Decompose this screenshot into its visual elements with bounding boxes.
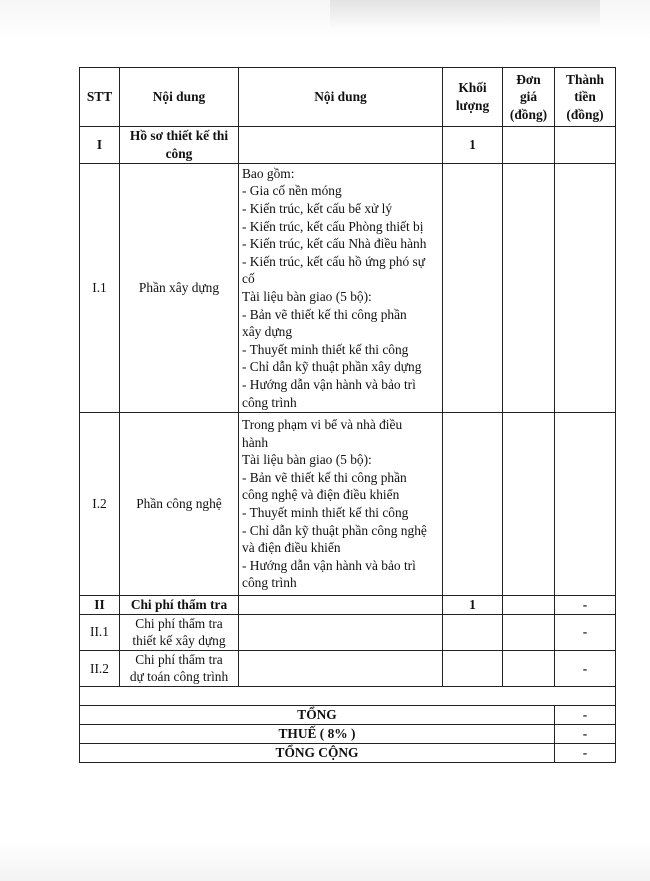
grand-total-row [80,743,616,762]
total-label: TỔNG [80,705,555,724]
grand-total-value: - [555,743,616,762]
header-stt: STT [80,68,120,127]
row-price [503,650,555,686]
header-thanh-tien: Thành tiền (đồng) [555,68,616,127]
header-khoi-luong: Khối lượng [443,68,503,127]
row-desc [239,127,443,164]
row-desc [239,614,443,650]
row-qty [443,650,503,686]
row-total [555,413,616,596]
row-qty: 1 [443,596,503,615]
row-qty [443,413,503,596]
header-don-gia: Đơn giá (đồng) [503,68,555,127]
row-price [503,127,555,164]
header-noi-dung-2: Nội dung [239,68,443,127]
row-stt: II.2 [80,650,120,686]
row-price [503,413,555,596]
row-stt: I.2 [80,413,120,596]
table-row [80,164,616,413]
table-row [80,596,616,615]
grand-total-label: TỔNG CỘNG [80,743,555,762]
row-total: - [555,614,616,650]
row-name: Chi phí thẩm tra thiết kế xây dựng [120,614,239,650]
row-stt: II [80,596,120,615]
cost-table [79,67,616,763]
table-row [80,127,616,164]
row-stt: II.1 [80,614,120,650]
total-row [80,705,616,724]
row-qty [443,164,503,413]
total-value: - [555,705,616,724]
row-total: - [555,596,616,615]
tax-row [80,724,616,743]
row-price [503,164,555,413]
row-qty [443,614,503,650]
scan-smudge [330,0,600,28]
row-name: Chi phí thẩm tra dự toán công trình [120,650,239,686]
tax-value: - [555,724,616,743]
row-name: Hồ sơ thiết kế thi công [120,127,239,164]
row-name: Phần xây dựng [120,164,239,413]
row-desc: Bao gồm: - Gia cố nền móng - Kiến trúc, kết cấu bể xử lý - Kiến trúc, kết cấu Phòng thiết bị - Kiến trúc, kết cấu Nhà điều hành - Kiến trúc, kết cấu hồ ứng phó sự cố Tài liệu bàn giao (5 bộ): - Bản vẽ thiết kế thi công phần xây dựng - Thuyết minh thiết kế thi công - Chỉ dẫn kỹ thuật phần xây dựng - Hướng dẫn vận hành và bảo trì công trình [239,164,443,413]
tax-label: THUẾ ( 8% ) [80,724,555,743]
row-desc [239,596,443,615]
row-desc [239,650,443,686]
row-name: Chi phí thẩm tra [120,596,239,615]
row-total [555,164,616,413]
row-qty: 1 [443,127,503,164]
row-price [503,596,555,615]
empty-cell [80,686,616,705]
table-row [80,614,616,650]
table-row-empty [80,686,616,705]
table-row [80,413,616,596]
row-price [503,614,555,650]
table-row [80,650,616,686]
row-total: - [555,650,616,686]
row-desc: Trong phạm vi bể và nhà điều hành Tài liệu bàn giao (5 bộ): - Bản vẽ thiết kế thi công phần công nghệ và điện điều khiển - Thuyết minh thiết kế thi công - Chỉ dẫn kỹ thuật phần công nghệ và điện điều khiển - Hướng dẫn vận hành và bảo trì công trình [239,413,443,596]
header-noi-dung: Nội dung [120,68,239,127]
row-total [555,127,616,164]
row-stt: I.1 [80,164,120,413]
row-name: Phần công nghệ [120,413,239,596]
row-stt: I [80,127,120,164]
table-header-row [80,68,616,127]
